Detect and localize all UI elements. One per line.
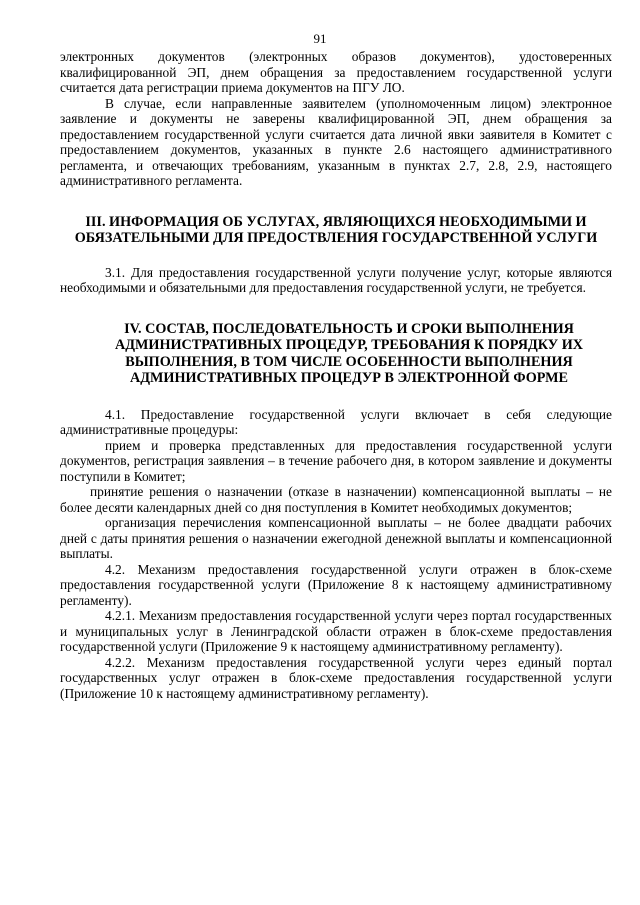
paragraph: В случае, если направленные заявителем (уполномоченным лицом) электронное заявление и документы не заверены квалифицированной ЭП, днем обращения за предоставлением государственной услуги считается дата личной явки заявителя в Комитет с предоставлением документов, указанных в пункте 2.6 настоящего административного регламента, и отвечающих требованиям, указанным в пунктах 2.7, 2.8, 2.9, настоящего административного регламента. xyxy=(60,95,612,188)
paragraph-4-2-1: 4.2.1. Механизм предоставления государственной услуги через портал государственных и муниципальных услуг в Ленинградской области отражен в блок-схеме предоставления государственной услуги (Приложение 9 к настоящему административному регламенту). xyxy=(60,608,612,654)
section-4-heading: IV. СОСТАВ, ПОСЛЕДОВАТЕЛЬНОСТЬ И СРОКИ ВЫПОЛНЕНИЯ АДМИНИСТРАТИВНЫХ ПРОЦЕДУР, ТРЕБОВАНИЯ К ПОРЯДКУ ИХ ВЫПОЛНЕНИЯ, В ТОМ ЧИСЛЕ ОСОБЕННОСТИ ВЫПОЛНЕНИЯ АДМИНИСТРАТИВНЫХ ПРОЦЕДУР В ЭЛЕКТРОННОЙ ФОРМЕ xyxy=(115,320,583,386)
paragraph-4-2: 4.2. Механизм предоставления государственной услуги отражен в блок-схеме предоставления государственной услуги (Приложение 8 к настоящему административному регламенту). xyxy=(60,561,612,608)
paragraph-4-1: 4.1. Предоставление государственной услуги включает в себя следующие административные процедуры: xyxy=(60,406,612,437)
list-item: принятие решения о назначении (отказе в назначении) компенсационной выплаты – не более десяти календарных дней со дня поступления в Комитет необходимых документов; xyxy=(60,484,612,515)
list-item: организация перечисления компенсационной выплаты – не более двадцати рабочих дней с даты принятия решения о назначении ежегодной денежной выплаты и компенсационной выплаты. xyxy=(60,515,612,561)
paragraph: электронных документов (электронных образов документов), удостоверенных квалифицированной ЭП, днем обращения за предоставлением государственной услуги считается дата регистрации приема документов на ПГУ ЛО. xyxy=(60,49,612,95)
paragraph-3-1: 3.1. Для предоставления государственной услуги получение услуг, которые являются необходимыми и обязательными для предоставления государственной услуги, не требуется. xyxy=(60,264,612,295)
page-body xyxy=(60,49,612,701)
page-number: 91 xyxy=(313,31,327,46)
list-item: прием и проверка представленных для предоставления государственной услуги документов, регистрация заявления – в течение рабочего дня, в котором заявление и документы поступили в Комитет; xyxy=(60,437,612,484)
section-3-heading: III. ИНФОРМАЦИЯ ОБ УСЛУГАХ, ЯВЛЯЮЩИХСЯ НЕОБХОДИМЫМИ И ОБЯЗАТЕЛЬНЫМИ ДЛЯ ПРЕДОСТВЛЕНИЯ ГОСУДАРСТВЕННОЙ УСЛУГИ xyxy=(74,213,598,246)
paragraph-4-2-2: 4.2.2. Механизм предоставления государственной услуги через единый портал государственных услуг отражен в блок-схеме предоставления государственной услуги (Приложение 10 к настоящему административному регламенту). xyxy=(60,654,612,701)
